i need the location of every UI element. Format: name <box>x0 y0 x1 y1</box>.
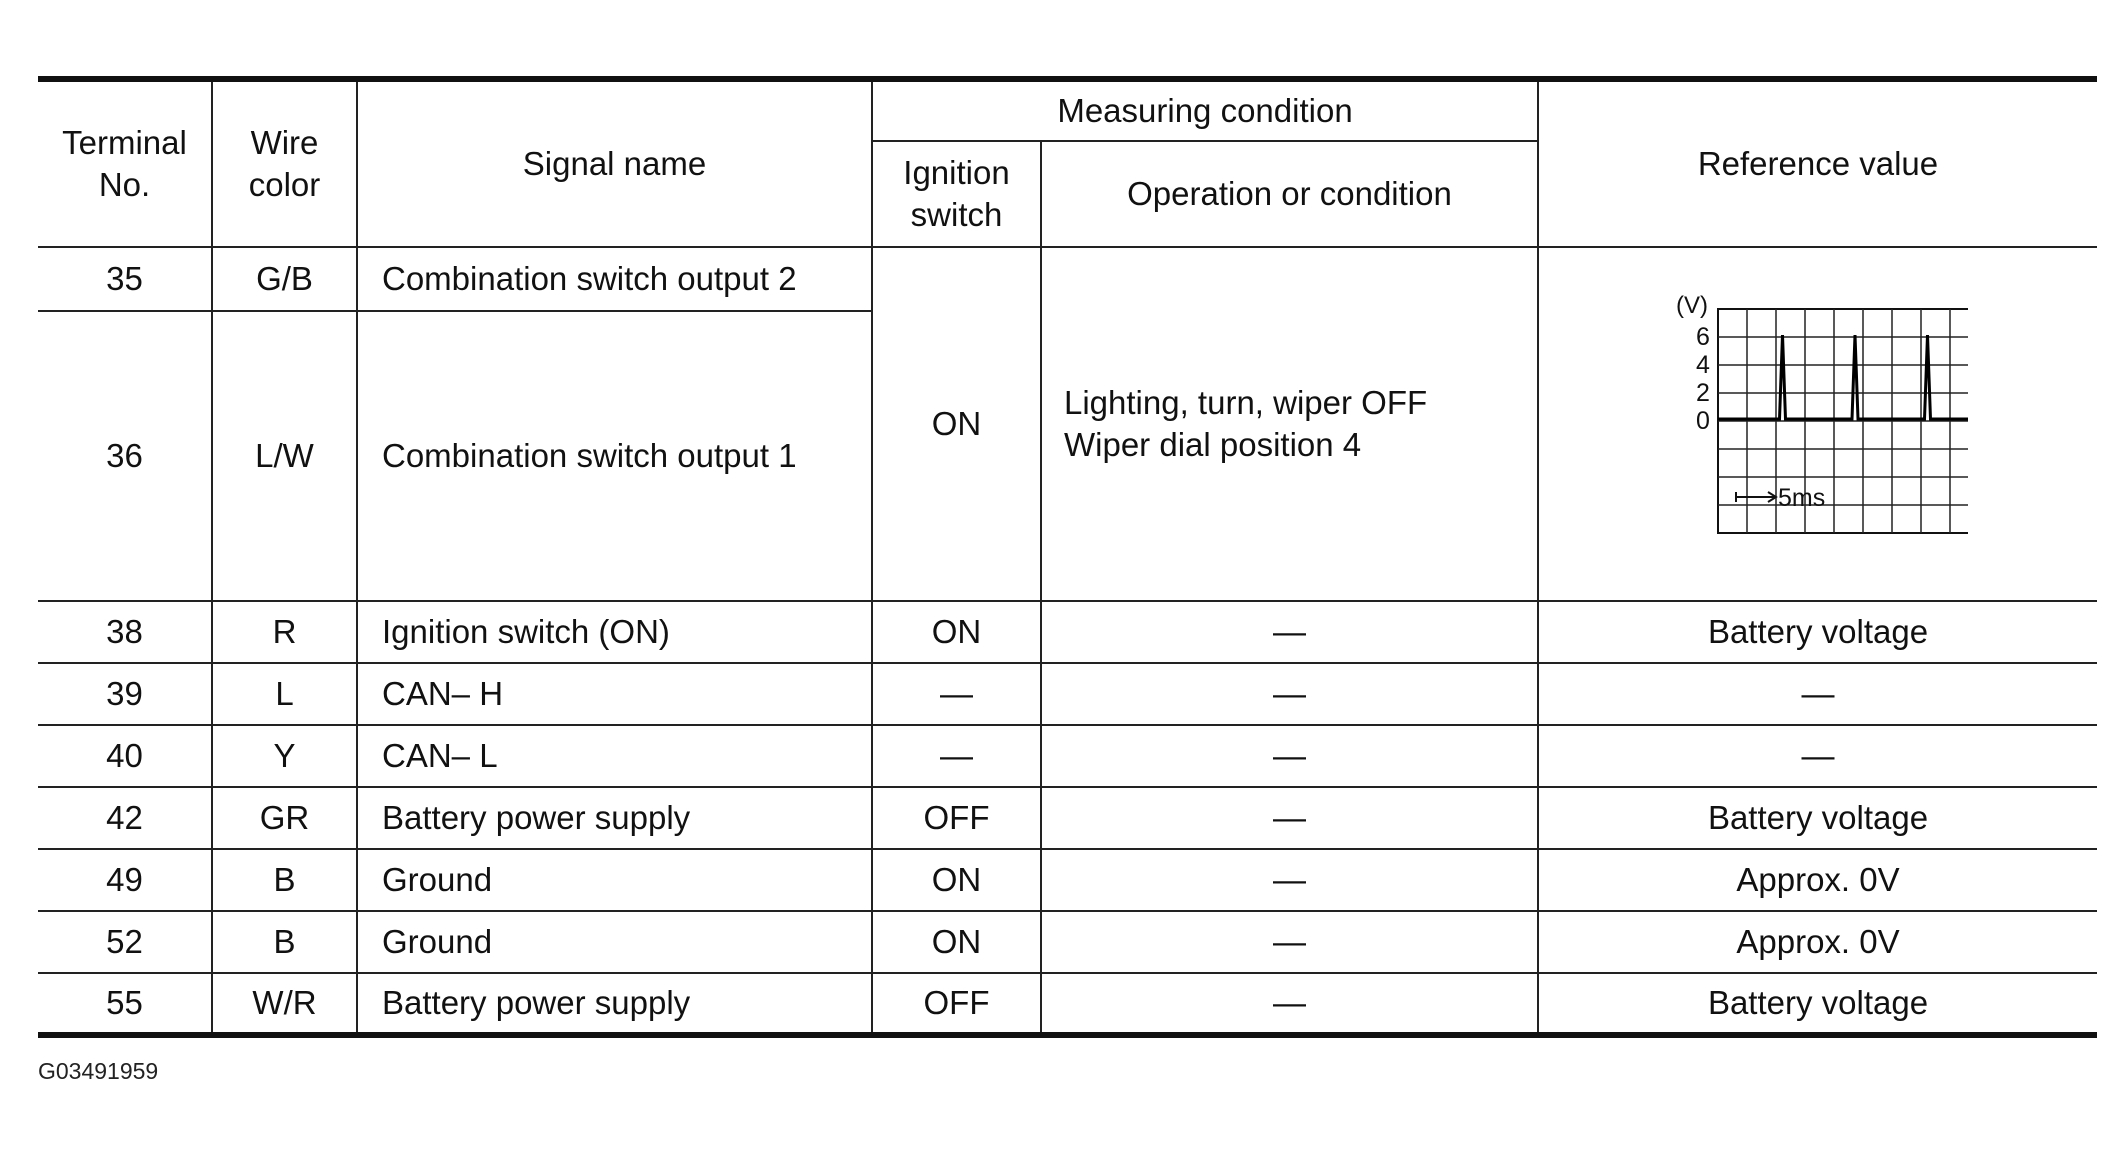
operation-cell: — <box>1041 787 1538 849</box>
ignition-cell: ON <box>872 601 1041 663</box>
waveform-y-tick: 2 <box>1696 378 1710 407</box>
ignition-cell: OFF <box>872 787 1041 849</box>
terminal-cell: 40 <box>38 725 212 787</box>
waveform-cell <box>1538 247 2097 601</box>
terminal-cell: 39 <box>38 663 212 725</box>
table-row <box>38 787 2097 849</box>
wire-color-cell: R <box>212 601 357 663</box>
ignition-cell: — <box>872 663 1041 725</box>
wire-color-cell: G/B <box>212 247 357 311</box>
operation-cell: — <box>1041 849 1538 911</box>
ignition-cell-merged: ON <box>872 247 1041 601</box>
header-measuring-condition: Measuring condition <box>872 79 1538 141</box>
signal-name-cell: Combination switch output 1 <box>357 311 872 601</box>
wire-color-cell: L/W <box>212 311 357 601</box>
table-row <box>38 849 2097 911</box>
header-ignition-switch: Ignition switch <box>872 141 1041 247</box>
waveform-y-tick: 4 <box>1696 350 1710 379</box>
terminal-cell: 38 <box>38 601 212 663</box>
table-row <box>38 725 2097 787</box>
table-row <box>38 601 2097 663</box>
reference-cell: Approx. 0V <box>1538 849 2097 911</box>
ignition-cell: ON <box>872 911 1041 973</box>
reference-cell: — <box>1538 725 2097 787</box>
terminal-cell: 55 <box>38 973 212 1035</box>
signal-name-cell: Battery power supply <box>357 973 872 1035</box>
condition-line-2: Wiper dial position 4 <box>1064 426 1362 463</box>
signal-name-cell: CAN– L <box>357 725 872 787</box>
wire-color-cell: L <box>212 663 357 725</box>
table-row <box>38 911 2097 973</box>
signal-name-cell: Battery power supply <box>357 787 872 849</box>
header-reference-value: Reference value <box>1538 79 2097 247</box>
waveform-trace <box>1718 335 1968 419</box>
reference-cell: Battery voltage <box>1538 601 2097 663</box>
waveform-graph <box>1668 294 1968 544</box>
table-row <box>38 973 2097 1035</box>
signal-name-cell: Ignition switch (ON) <box>357 601 872 663</box>
condition-line-1: Lighting, turn, wiper OFF <box>1064 383 1428 421</box>
operation-cell: — <box>1041 663 1538 725</box>
ignition-cell: OFF <box>872 973 1041 1035</box>
condition-cell-merged <box>1041 247 1538 601</box>
operation-cell: — <box>1041 601 1538 663</box>
terminal-cell: 35 <box>38 247 212 311</box>
ignition-cell: ON <box>872 849 1041 911</box>
signal-name-cell: CAN– H <box>357 663 872 725</box>
waveform-y-tick: 0 <box>1696 406 1710 435</box>
time-division-label: 5ms <box>1778 483 1826 512</box>
operation-cell: — <box>1041 725 1538 787</box>
wire-color-cell: GR <box>212 787 357 849</box>
signal-name-cell: Ground <box>357 849 872 911</box>
terminal-cell: 36 <box>38 311 212 601</box>
signal-name-cell: Combination switch output 2 <box>357 247 872 311</box>
reference-cell: Battery voltage <box>1538 973 2097 1035</box>
reference-cell: — <box>1538 663 2097 725</box>
ignition-cell: — <box>872 725 1041 787</box>
document-code: G03491959 <box>38 1058 159 1084</box>
operation-cell: — <box>1041 973 1538 1035</box>
reference-cell: Battery voltage <box>1538 787 2097 849</box>
terminal-reference-table <box>38 76 2097 1038</box>
waveform-y-tick: 6 <box>1696 322 1710 351</box>
header-operation-condition: Operation or condition <box>1041 141 1538 247</box>
table-row <box>38 247 2097 311</box>
wire-color-cell: Y <box>212 725 357 787</box>
reference-cell: Approx. 0V <box>1538 911 2097 973</box>
wire-color-cell: B <box>212 911 357 973</box>
terminal-cell: 49 <box>38 849 212 911</box>
header-wire-color: Wire color <box>212 79 357 247</box>
waveform-unit-label: (V) <box>1676 293 1708 319</box>
table-row <box>38 663 2097 725</box>
header-signal-name: Signal name <box>357 79 872 247</box>
wire-color-cell: B <box>212 849 357 911</box>
terminal-cell: 42 <box>38 787 212 849</box>
terminal-cell: 52 <box>38 911 212 973</box>
operation-cell: — <box>1041 911 1538 973</box>
terminal-table-container <box>38 76 2097 1038</box>
wire-color-cell: W/R <box>212 973 357 1035</box>
signal-name-cell: Ground <box>357 911 872 973</box>
header-terminal-no: Terminal No. <box>38 79 212 247</box>
